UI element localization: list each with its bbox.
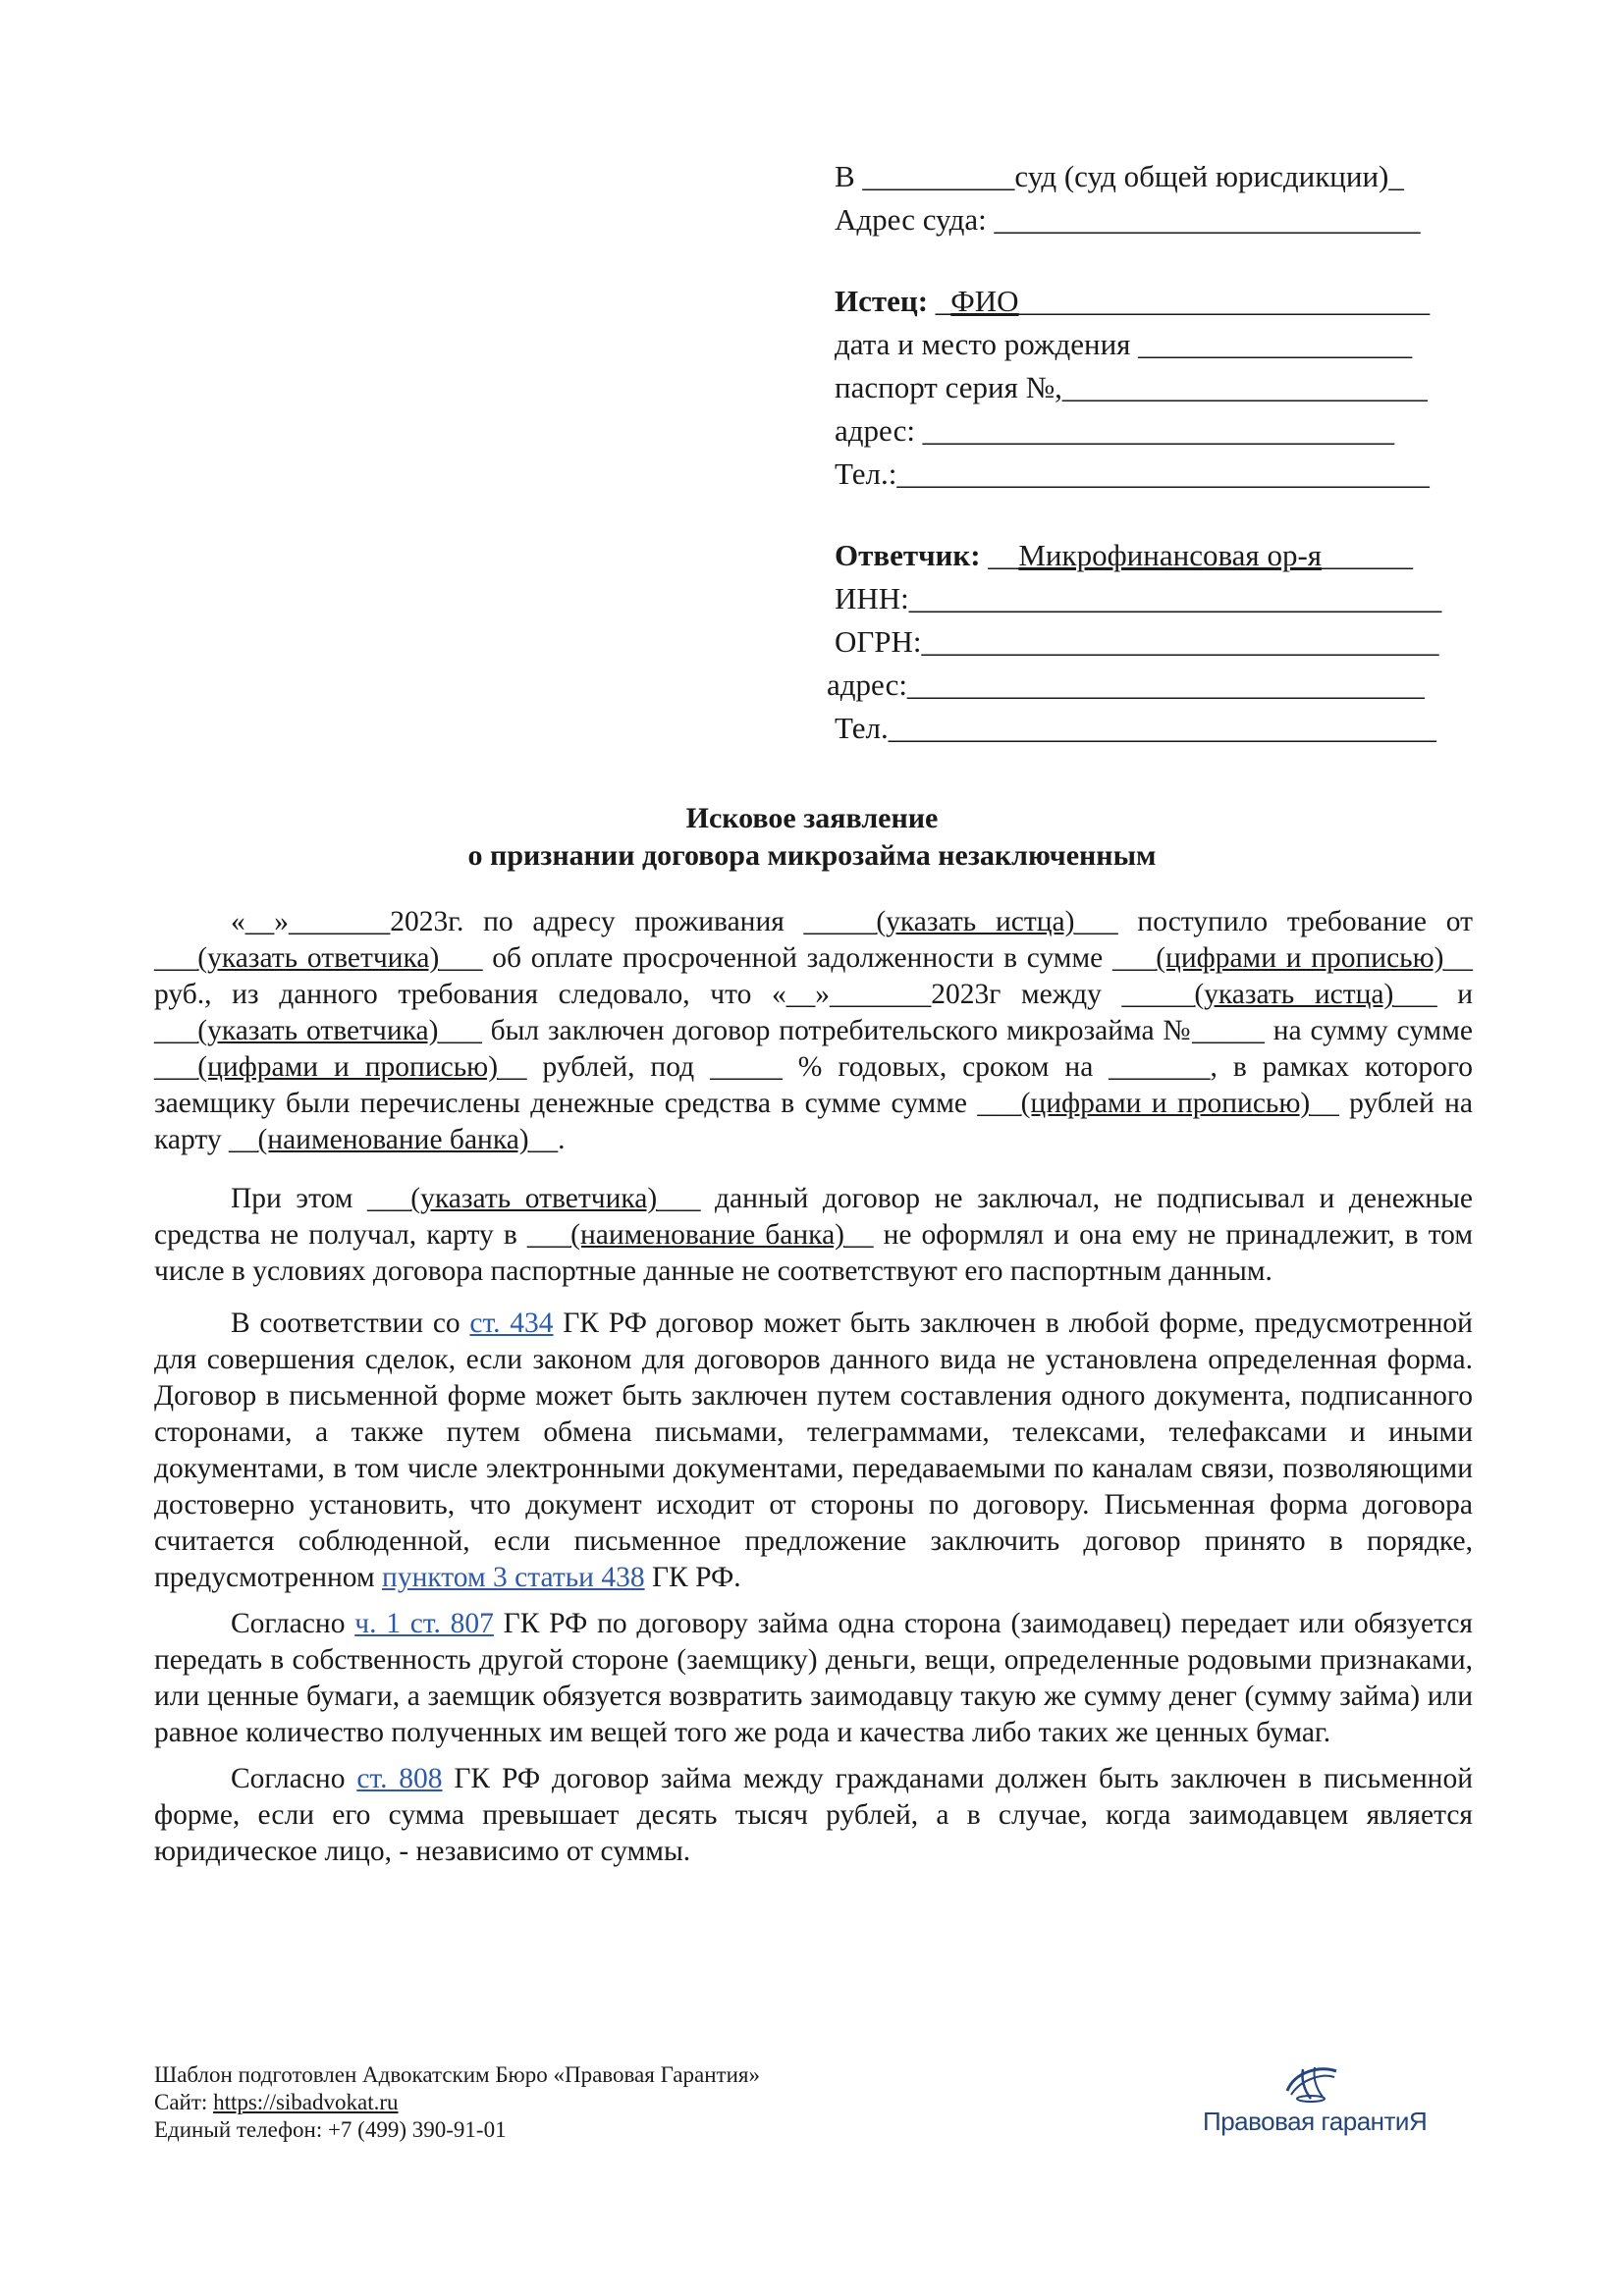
paragraph-article-807: Согласно ч. 1 ст. 807 ГК РФ по договору займа одна сторона (заимодавец) передает или обязуется передать в собственность другой стороне (заемщику) деньги, вещи, определенные родовыми признаками, или ценные бумаги, а заемщик обязуется возвратить заимодавцу такую же сумму денег (сумму займа) или равное количество полученных им вещей того же рода и качества либо таких же ценных бумаг. — [154, 1608, 1473, 1748]
site-link[interactable]: https://sibadvokat.ru — [213, 2090, 399, 2114]
addressee-block — [827, 155, 1483, 750]
document-body — [154, 904, 1473, 1870]
link-article-808[interactable]: ст. 808 — [356, 1763, 443, 1794]
document-title — [0, 800, 1624, 875]
title-line-1: Исковое заявление — [685, 802, 939, 834]
link-article-438[interactable]: пунктом 3 статьи 438 — [382, 1562, 645, 1593]
ogrn-line: ОГРН:__________________________________ — [835, 624, 1439, 659]
footer-phone: Единый телефон: +7 (499) 390-91-01 — [154, 2117, 507, 2142]
scales-swoosh-icon — [1281, 2061, 1340, 2105]
inn-line: ИНН:___________________________________ — [835, 581, 1442, 615]
defendant-line: Ответчик: __Микрофинансовая ор-я______ — [835, 538, 1414, 572]
paragraph-claim-facts: «__»_______2023г. по адресу проживания _____(указать истца)___ поступило требование от ___(указать ответчика)___ об оплате просроченной задолженности в сумме ___(цифрами и прописью)__ руб., из данного требования следовало, что «__»_______2023г между _____(указать истца)___ и ___(указать ответчика)___ был заключен договор потребительского микрозайма №_____ на сумму сумме ___(цифрами и прописью)__ рублей, под _____ % годовых, сроком на _______, в рамках которого заемщику были перечислены денежные средства в сумме сумме ___(цифрами и прописью)__ рублей на карту __(наименование банка)__. — [154, 906, 1474, 1155]
birth-line: дата и место рождения __________________ — [835, 327, 1413, 361]
footer-credit: Шаблон подготовлен Адвокатским Бюро «Правовая Гарантия» — [154, 2062, 760, 2087]
plaintiff-phone-line: Тел.:___________________________________ — [835, 456, 1430, 491]
plaintiff-line: Истец: _ФИО___________________________ — [835, 284, 1431, 318]
paragraph-denial: При этом ___(указать ответчика)___ данный договор не заключал, не подписывал и денежные средства не получал, карту в ___(наименование банка)__ не оформлял и она ему не принадлежит, в том числе в условиях договора паспортные данные не соответствуют его паспортным данным. — [154, 1183, 1474, 1287]
plaintiff-name: ФИО — [950, 284, 1019, 318]
defendant-name: Микрофинансовая ор-я — [1018, 538, 1323, 572]
footer-site: Сайт: https://sibadvokat.ru — [154, 2090, 399, 2114]
court-address-line: Адрес суда: ____________________________ — [835, 202, 1421, 237]
logo-text: Правовая гарантиЯ — [1203, 2107, 1428, 2136]
plaintiff-label: Истец: — [835, 284, 929, 318]
paragraph-article-808: Согласно ст. 808 ГК РФ договор займа между гражданами должен быть заключен в письменной форме, если его сумма превышает десять тысяч рублей, а в случае, когда заимодавцем является юридическое лицо, - независимо от суммы. — [154, 1763, 1473, 1867]
defendant-phone-line: Тел.____________________________________ — [835, 711, 1436, 745]
link-article-807[interactable]: ч. 1 ст. 807 — [354, 1608, 494, 1639]
defendant-label: Ответчик: — [835, 538, 981, 572]
company-logo — [1203, 2061, 1428, 2150]
title-line-2: о признании договора микрозайма незаключенным — [467, 839, 1157, 872]
link-article-434[interactable]: ст. 434 — [469, 1308, 554, 1339]
court-line: В __________суд (суд общей юрисдикции)_ — [835, 159, 1404, 193]
paragraph-article-434: В соответствии со ст. 434 ГК РФ договор может быть заключен в любой форме, предусмотренной для совершения сделок, если законом для договоров данного вида не установлена определенная форма. Договор в письменной форме может быть заключен путем составления одного документа, подписанного сторонами, а также путем обмена письмами, телеграммами, телексами, телефаксами и иными документами, в том числе электронными документами, передаваемыми по каналам связи, позволяющими достоверно установить, что документ исходит от стороны по договору. Письменная форма договора считается соблюденной, если письменное предложение заключить договор принято в порядке, предусмотренном пунктом 3 статьи 438 ГК РФ. — [154, 1308, 1473, 1593]
plaintiff-address-line: адрес: _______________________________ — [835, 413, 1395, 448]
defendant-address-line: адрес:__________________________________ — [827, 667, 1425, 702]
passport-line: паспорт серия №,________________________ — [835, 370, 1428, 404]
footer — [154, 2061, 760, 2144]
